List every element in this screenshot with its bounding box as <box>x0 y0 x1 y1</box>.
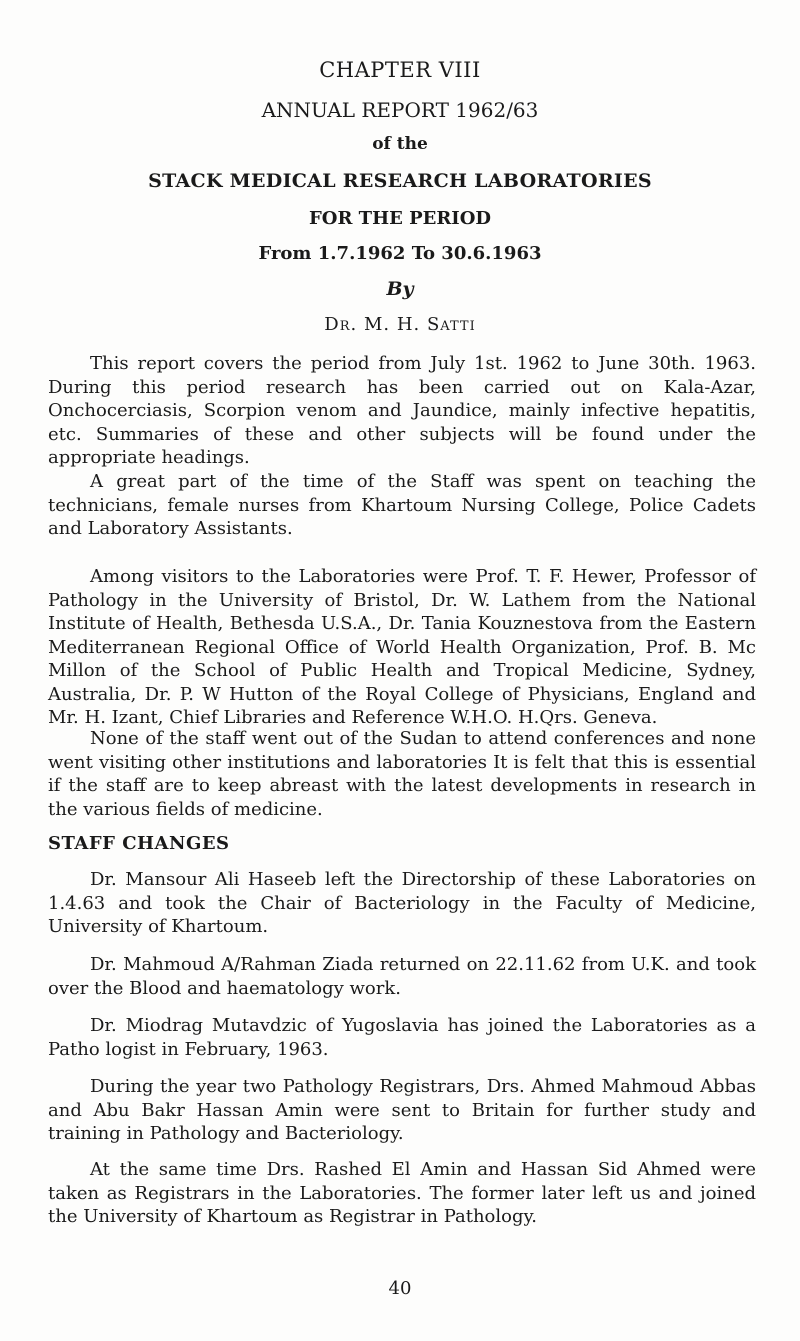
of-the-line: of the <box>372 134 428 154</box>
teaching-paragraph: A great part of the time of the Staff was spent on teaching the technicians, female nurses from Khartoum Nursing College, Police Cadets and Laboratory Assistants. <box>48 471 756 539</box>
author-name: Dr. M. H. Satti <box>324 314 476 335</box>
date-range: From 1.7.1962 To 30.6.1963 <box>258 243 542 264</box>
report-title: ANNUAL REPORT 1962/63 <box>261 98 539 122</box>
page-number: 40 <box>388 1278 412 1299</box>
visitors-paragraph: Among visitors to the Laboratories were Prof. T. F. Hewer, Professor of Pathology in the University of Bristol, Dr. W. Lathem from the National Institute of Health, Bethesda U.S.A., Dr. Tania Kouznestova from the Eastern Mediterranean Regional Office of World Health Organization, Prof. B. Mc Millon of the School of Public Health and Tropical Medicine, Sydney, Australia, Dr. P. W Hutton of the Royal College of Physicians, England and Mr. H. Izant, Chief Libraries and Reference W.H.O. H.Qrs. Geneva. <box>48 566 756 728</box>
staff-paragraph: Dr. Miodrag Mutavdzic of Yugoslavia has joined the Laboratories as a Patho logist in February, 1963. <box>48 1015 756 1060</box>
intro-paragraph: This report covers the period from July 1st. 1962 to June 30th. 1963. During this period research has been carried out on Kala-Azar, Onchocerciasis, Scorpion venom and Jaundice, mainly infective hepatitis, etc. Summaries of these and other subjects will be found under the appropriate headings. <box>48 353 756 468</box>
staff-paragraph: During the year two Pathology Registrars, Drs. Ahmed Mahmoud Abbas and Abu Bakr Hassan Amin were sent to Britain for further study and training in Pathology and Bacteriology. <box>48 1076 756 1144</box>
staff-paragraph: At the same time Drs. Rashed El Amin and Hassan Sid Ahmed were taken as Registrars in the Laboratories. The former later left us and joined the University of Khartoum as Registrar in Pathology. <box>48 1159 756 1227</box>
staff-paragraph: Dr. Mahmoud A/Rahman Ziada returned on 22.11.62 from U.K. and took over the Blood and haematology work. <box>48 954 756 999</box>
period-heading: FOR THE PERIOD <box>309 208 491 229</box>
staff-paragraph: Dr. Mansour Ali Haseeb left the Directorship of these Laboratories on 1.4.63 and took the Chair of Bacteriology in the Faculty of Medicine, University of Khartoum. <box>48 869 756 937</box>
staff-changes-heading: STAFF CHANGES <box>48 833 230 854</box>
chapter-heading: CHAPTER VIII <box>319 58 481 82</box>
by-line: By <box>386 278 414 300</box>
institution-name: STACK MEDICAL RESEARCH LABORATORIES <box>148 170 652 192</box>
conferences-paragraph: None of the staff went out of the Sudan to attend conferences and none went visiting other institutions and laboratories It is felt that this is essential if the staff are to keep abreast with the latest developments in research in the various fields of medicine. <box>48 728 756 820</box>
